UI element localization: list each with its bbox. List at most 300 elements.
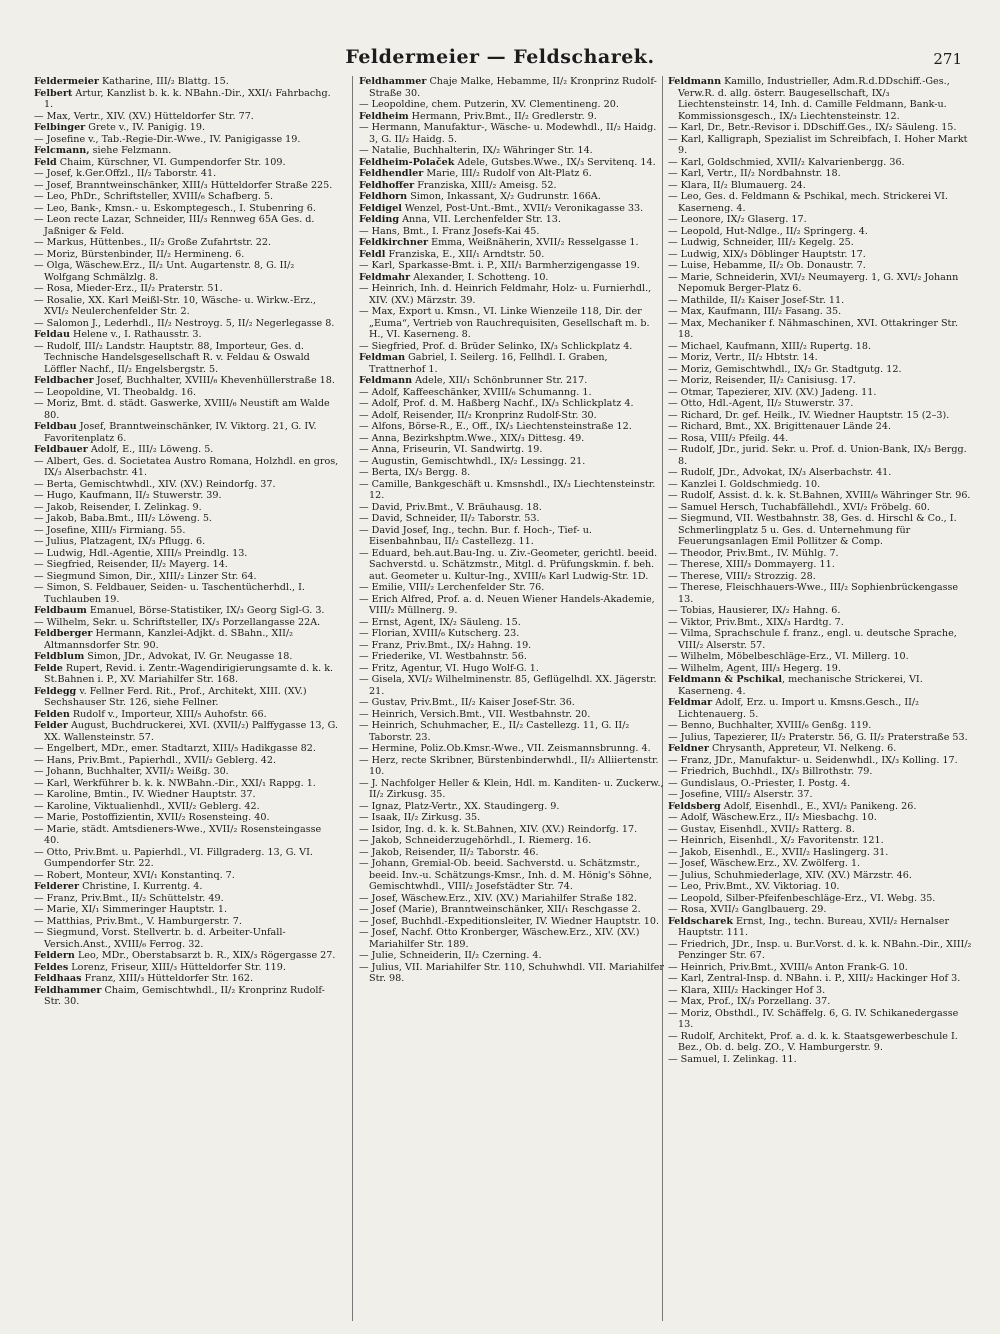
entry-headword: Feldhendler <box>359 168 424 179</box>
entry-text: — Josef (Marie), Branntweinschänker, XII/₁ Reschgasse 2. <box>359 904 641 915</box>
directory-entry <box>34 157 339 169</box>
entry-text: — Samuel Hersch, Tuchabfällehdl., XVI/₂ Fröbelg. 60. <box>668 501 930 513</box>
directory-entry <box>34 341 339 376</box>
entry-text: — Heinrich, Versich.Bmt., VII. Westbahnstr. 20. <box>359 708 591 720</box>
entry-headword: Feldbaum <box>34 605 87 616</box>
directory-entry <box>668 191 973 214</box>
directory-entry <box>668 502 973 514</box>
entry-headword: Feldheim-Polaček <box>359 156 455 168</box>
directory-entry <box>668 214 973 226</box>
entry-text: — Adolf, Reisender, II/₂ Kronprinz Rudolf-Str. 30. <box>359 409 597 421</box>
directory-entry <box>668 847 973 859</box>
directory-entry <box>668 352 973 364</box>
directory-entry <box>668 939 973 962</box>
entry-headword: Feldkirchner <box>359 237 429 248</box>
entry-headword: Feldsberg <box>668 800 721 812</box>
directory-entry <box>34 881 339 893</box>
directory-entry <box>668 617 973 629</box>
directory-entry <box>34 582 339 605</box>
directory-entry <box>668 237 973 249</box>
entry-text: Helene v., I. Rathausstr. 3. <box>69 329 202 340</box>
directory-entry <box>34 755 339 767</box>
entry-headword: Feldegg <box>34 685 77 697</box>
directory-entry <box>34 421 339 444</box>
entry-text: — Mathilde, II/₂ Kaiser Josef-Str. 11. <box>668 294 845 306</box>
entry-text: Katharine, III/₂ Blattg. 15. <box>98 76 229 87</box>
directory-entry <box>668 697 973 720</box>
entry-text: Kamillo, Industrieller, Adm.R.d.DDschiff.-Ges., Verw.R. d. allg. österr. Baugesellschaft, IX/₃ Liechtensteinstr. 14, Inh. d. Camille Feldmann, Bank-u. Kommissionsgesch., IX/₃ Liechtensteinstr. 12. <box>678 76 950 122</box>
directory-entry <box>34 824 339 847</box>
directory-entry <box>359 950 664 962</box>
entry-text: — Julius, VII. Mariahilfer Str. 110, Schuhwhdl. VII. Mariahilfer Str. 98. <box>359 961 664 984</box>
entry-text: — Therese, Fleischhauers-Wwe., III/₂ Sophienbrückengasse 13. <box>668 582 959 605</box>
directory-entry <box>668 398 973 410</box>
directory-entry <box>359 272 664 284</box>
entry-text: — Heinrich, Eisenhdl., X/₂ Favoritenstr. 121. <box>668 835 884 846</box>
entry-text: — Johann, Gremial-Ob. beeid. Sachverstd. u. Schätzmstr., beeid. Inv.-u. Schätzungs-Kmsr., Inh. d. M. Hönig's Söhne, Gemischtwhdl., VIII/₂ Josefstädter Str. 74. <box>359 858 652 892</box>
entry-headword: Feldner <box>668 743 709 754</box>
entry-text: — Rudolf, Assist. d. k. k. St.Bahnen, XVIII/₆ Währinger Str. 96. <box>668 490 971 501</box>
entry-text: — Jakob, Reisender, I. Zelinkag. 9. <box>34 501 202 513</box>
entry-text: Gabriel, I. Seilerg. 16, Fellhdl. I. Graben, Trattnerhof 1. <box>369 352 608 375</box>
directory-entry <box>359 444 664 456</box>
directory-entry <box>359 76 664 99</box>
entry-text: — Hermann, Manufaktur-, Wäsche- u. Modewhdl., II/₂ Haidg. 3, G. II/₂ Haidg. 5. <box>359 122 657 145</box>
directory-entry <box>668 663 973 675</box>
directory-entry <box>668 755 973 767</box>
directory-entry <box>668 743 973 755</box>
directory-entry <box>668 962 973 974</box>
directory-entry <box>668 295 973 307</box>
directory-entry <box>34 168 339 180</box>
directory-entry <box>34 559 339 571</box>
directory-entry <box>668 801 973 813</box>
directory-entry <box>359 778 664 801</box>
entry-text: siehe Felzmann. <box>89 145 172 156</box>
entry-text: — Karoline, Viktualienhdl., XVII/₂ Geblerg. 42. <box>34 800 260 812</box>
entry-text: — Anna, Friseurin, VI. Sandwirtg. 19. <box>359 444 543 455</box>
entry-text: — Karl, Werkführer b. k. k. NWBahn.-Dir., XXI/₁ Rappg. 1. <box>34 777 316 789</box>
entry-text: Franz, XIII/₃ Hütteldorfer Str. 162. <box>81 973 254 984</box>
entry-text: — Josef, Nachf. Otto Kronberger, Wäschew.Erz., XIV. (XV.) Mariahilfer Str. 189. <box>359 927 640 950</box>
entry-text: — Marie, Postoffizientin, XVII/₂ Rosensteing. 40. <box>34 812 270 823</box>
entry-text: Josef, Branntweinschänker, IV. Viktorg. 21, G. IV. Favoritenplatz 6. <box>44 421 317 444</box>
entry-text: — Klara, XIII/₂ Hackinger Hof 3. <box>668 984 826 996</box>
entry-text: — Richard, Dr. gef. Heilk., IV. Wiedner Hauptstr. 15 (2–3). <box>668 409 950 421</box>
directory-entry <box>34 375 339 387</box>
directory-entry <box>34 329 339 341</box>
entry-text: — Karl, Dr., Betr.-Revisor i. DDschiff.Ges., IX/₂ Säuleng. 15. <box>668 122 957 133</box>
entry-headword: Feldhaas <box>34 973 82 984</box>
entry-text: — Rosa, Mieder-Erz., II/₂ Praterstr. 51. <box>34 283 223 294</box>
entry-text: — Fritz, Agentur, VI. Hugo Wolf-G. 1. <box>359 662 539 674</box>
directory-entry <box>359 111 664 123</box>
directory-entry <box>34 318 339 330</box>
entry-text: — Eduard, beh.aut.Bau-Ing. u. Ziv.-Geometer, gerichtl. beeid. Sachverstd. u. Schätzmstr., Mitgl. d. Prüfungskmin. f. beh. aut. Geometer u. Kultur-Ing., XVIII/₆ Karl Ludwig-Str. 1D. <box>359 547 658 582</box>
entry-text: — Alfons, Börse-R., E., Off., IX/₃ Liechtensteinstraße 12. <box>359 421 632 432</box>
entry-text: — Rosa, VIII/₂ Pfeilg. 44. <box>668 432 789 444</box>
entry-text: Ernst, Ing., techn. Bureau, XVII/₂ Hernalser Hauptstr. 111. <box>678 915 950 938</box>
directory-entry <box>359 168 664 180</box>
entry-text: — Isaak, II/₂ Zirkusg. 35. <box>359 812 481 823</box>
directory-entry <box>34 973 339 985</box>
entry-text: — Rudolf, III/₂ Landstr. Hauptstr. 88, Importeur, Ges. d. Technische Handelsgesellschaft R. v. Feldau & Oswald Löffler Nachf., II/₂ Engelsbergstr. 5. <box>34 340 310 375</box>
directory-entry <box>359 812 664 824</box>
directory-entry <box>359 479 664 502</box>
entry-text: Anna, VII. Lerchenfelder Str. 13. <box>399 214 561 225</box>
directory-entry <box>359 904 664 916</box>
directory-entry <box>34 709 339 721</box>
entry-text: — Erich Alfred, Prof. a. d. Neuen Wiener Handels-Akademie, VIII/₂ Müllnerg. 9. <box>359 593 655 616</box>
entry-headword: Felcmann, <box>34 145 90 156</box>
directory-entry <box>34 88 339 111</box>
directory-entry <box>34 663 339 686</box>
entry-text: Christine, I. Kurrentg. 4. <box>79 881 203 892</box>
directory-entry <box>359 916 664 928</box>
directory-entry <box>359 99 664 111</box>
directory-entry <box>34 122 339 134</box>
entry-headword: Feldmann <box>359 375 413 386</box>
directory-entry <box>668 490 973 502</box>
entry-text: — Michael, Kaufmann, XIII/₂ Rupertg. 18. <box>668 340 872 352</box>
entry-text: — Leo, Bank-, Kmsn.- u. Eskomptegesch., I. Stubenring 6. <box>34 202 316 214</box>
directory-entry <box>668 387 973 399</box>
entry-headword: Feldern <box>34 950 75 961</box>
directory-entry <box>359 548 664 583</box>
directory-entry <box>34 191 339 203</box>
directory-entry <box>359 594 664 617</box>
directory-entry <box>359 697 664 709</box>
directory-entry <box>359 341 664 353</box>
directory-entry <box>34 513 339 525</box>
directory-entry <box>34 628 339 651</box>
directory-entry <box>34 847 339 870</box>
entry-text: — Wilhelm, Möbelbeschläge-Erz., VI. Millerg. 10. <box>668 651 909 662</box>
entry-text: — Josef, Buchhdl.-Expeditionsleiter, IV. Wiedner Hauptstr. 10. <box>359 915 659 927</box>
entry-text: — Friederike, VI. Westbahnstr. 56. <box>359 651 527 662</box>
entry-headword: Feldbacher <box>34 375 94 386</box>
entry-text: — Franz, Priv.Bmt., IX/₂ Hahng. 19. <box>359 639 532 651</box>
entry-text: — Max, Mechaniker f. Nähmaschinen, XVI. Ottakringer Str. 18. <box>668 317 958 340</box>
entry-text: — Marie, städt. Amtsdieners-Wwe., XVII/₂ Rosensteingasse 40. <box>34 823 322 846</box>
entry-text: — Theodor, Priv.Bmt., IV. Mühlg. 7. <box>668 547 839 559</box>
entry-text: — Berta, IX/₃ Bergg. 8. <box>359 467 471 478</box>
directory-entry <box>34 145 339 157</box>
directory-entry <box>34 387 339 399</box>
entry-text: Emma, Weißnäherin, XVII/₂ Resselgasse 1. <box>428 237 639 248</box>
directory-entry <box>359 674 664 697</box>
entry-text: Artur, Kanzlist b. k. k. NBahn.-Dir., XXI/₁ Fahrbachg. 1. <box>44 87 331 110</box>
entry-text: — Leo, Priv.Bmt., XV. Viktoriag. 10. <box>668 881 840 892</box>
entry-text: Adolf, Eisenhdl., E., XVI/₂ Panikeng. 26. <box>720 800 917 812</box>
directory-entry <box>668 364 973 376</box>
entry-text: — Wilhelm, Agent, III/₃ Hegerg. 19. <box>668 662 841 674</box>
entry-text: — Rosalie, XX. Karl Meißl-Str. 10, Wäsche- u. Wirkw.-Erz., XVI/₂ Neulerchenfelder Str. 2. <box>34 294 316 317</box>
directory-entry <box>359 180 664 192</box>
directory-entry <box>359 410 664 422</box>
entry-text: — Ludwig, XIX/₃ Döblinger Hauptstr. 17. <box>668 248 866 260</box>
entry-text: — Hugo, Kaufmann, II/₂ Stuwerstr. 39. <box>34 490 222 501</box>
entry-headword: Felding <box>359 214 400 225</box>
entry-text: — Hermine, Poliz.Ob.Kmsr.-Wwe., VII. Zeismannsbrunng. 4. <box>359 743 651 754</box>
entry-text: — Rudolf, Architekt, Prof. a. d. k. k. Staatsgewerbeschule I. Bez., Ob. d. belg. ZO., V. Hamburgerstr. 9. <box>668 1030 958 1053</box>
entry-text: — Florian, XVIII/₆ Kutscherg. 23. <box>359 628 520 639</box>
directory-entry <box>359 847 664 859</box>
directory-entry <box>34 525 339 537</box>
directory-entry <box>668 720 973 732</box>
entry-text: — Julius, Platzagent, IX/₃ Pflugg. 6. <box>34 536 206 547</box>
directory-entry <box>34 203 339 215</box>
entry-text: — Rudolf, JDr., Advokat, IX/₃ Alserbachstr. 41. <box>668 467 892 478</box>
entry-text: — Leo, PhDr., Schriftsteller, XVIII/₆ Schafberg. 5. <box>34 191 274 202</box>
entry-text: — Leopoldine, VI. Theobaldg. 16. <box>34 386 197 398</box>
entry-headword: Feldes <box>34 961 69 973</box>
directory-entry <box>668 157 973 169</box>
directory-entry <box>34 490 339 502</box>
entry-headword: Felden <box>34 708 70 720</box>
directory-entry <box>359 720 664 743</box>
directory-entry <box>359 214 664 226</box>
directory-entry <box>668 375 973 387</box>
directory-entry <box>668 226 973 238</box>
entry-text: — Friedrich, JDr., Insp. u. Bur.Vorst. d. k. k. NBahn.-Dir., XIII/₂ Penzinger Str. 67. <box>668 938 972 961</box>
directory-entry <box>359 283 664 306</box>
entry-text: — Natalie, Buchhalterin, IX/₂ Währinger Str. 14. <box>359 145 593 156</box>
directory-entry <box>34 778 339 790</box>
entry-text: — Markus, Hüttenbes., II/₂ Große Zufahrtstr. 22. <box>34 237 272 248</box>
directory-entry <box>34 904 339 916</box>
directory-entry <box>359 755 664 778</box>
directory-entry <box>668 410 973 422</box>
entry-text: — Otmar, Tapezierer, XIV. (XV.) Jadeng. 11. <box>668 386 877 398</box>
directory-entry <box>668 559 973 571</box>
directory-entry <box>34 985 339 1008</box>
entry-text: — Max, Vertr., XIV. (XV.) Hütteldorfer Str. 77. <box>34 110 254 122</box>
directory-entry <box>34 502 339 514</box>
directory-entry <box>668 318 973 341</box>
directory-entry <box>668 812 973 824</box>
entry-text: — Leon recte Lazar, Schneider, III/₃ Rennweg 65A Ges. d. Jaßniger & Feld. <box>34 214 315 237</box>
directory-entry <box>359 893 664 905</box>
directory-entry <box>359 467 664 479</box>
directory-entry <box>34 686 339 709</box>
entry-headword: Feldmann <box>668 76 722 87</box>
directory-entry <box>359 927 664 950</box>
entry-text: — Vilma, Sprachschule f. franz., engl. u. deutsche Sprache, VIII/₂ Alserstr. 57. <box>668 628 957 651</box>
entry-text: — Leonore, IX/₂ Glaserg. 17. <box>668 214 807 225</box>
directory-entry <box>359 628 664 640</box>
entry-text: — David Josef, Ing., techn. Bur. f. Hoch-, Tief- u. Eisenbahnbau, II/₂ Castellezg. 11. <box>359 524 592 547</box>
column-divider <box>352 76 353 1321</box>
entry-text: — Karl, Kalligraph, Spezialist im Schreibfach, I. Hoher Markt 9. <box>668 133 968 156</box>
entry-text: — Herz, recte Skribner, Bürstenbinderwhdl., II/₂ Alliiertenstr. 10. <box>359 754 659 777</box>
entry-text: Lorenz, Friseur, XIII/₃ Hütteldorfer Str. 119. <box>68 961 286 973</box>
entry-text: — Ludwig, Hdl.-Agentie, XIII/₅ Preindlg. 13. <box>34 547 248 559</box>
directory-entry <box>359 145 664 157</box>
entry-text: Adolf, Erz. u. Import u. Kmsns.Gesch., II/₂ Lichtenauerg. 5. <box>678 697 919 720</box>
entry-text: — Siegmund, VII. Westbahnstr. 38, Ges. d. Hirschl & Co., I. Schmerlingplatz 5 u. Ges. d. Unternehmung für Feuerungsanlagen Emil Pollitzer & Comp. <box>668 513 957 547</box>
entry-headword: Feldhoffer <box>359 179 415 191</box>
entry-headword: Felder <box>34 720 68 731</box>
entry-text: Grete v., IV. Panigig. 19. <box>85 122 206 133</box>
entry-text: — Luise, Hebamme, II/₂ Ob. Donaustr. 7. <box>668 260 866 271</box>
entry-text: — Leopoldine, chem. Putzerin, XV. Clementineng. 20. <box>359 99 619 110</box>
entry-text: v. Fellner Ferd. Rit., Prof., Architekt, XIII. (XV.) Sechshauser Str. 126, siehe Fellner. <box>44 685 307 708</box>
entry-text: — Julius, Tapezierer, II/₂ Praterstr. 56, G. II/₂ Praterstraße 53. <box>668 731 968 743</box>
directory-entry <box>359 824 664 836</box>
entry-text: — Berta, Gemischtwhdl., XIV. (XV.) Reindorfg. 37. <box>34 478 276 490</box>
directory-entry <box>668 824 973 836</box>
directory-entry <box>359 237 664 249</box>
entry-text: — Julius, Schuhmiederlage, XIV. (XV.) Märzstr. 46. <box>668 869 912 881</box>
entry-text: — Friedrich, Buchhdl., IX/₃ Billrothstr. 79. <box>668 766 873 777</box>
directory-entry <box>359 352 664 375</box>
directory-entry <box>34 927 339 950</box>
entry-text: — Jakob, Schneiderzugehörhdl., I. Riemerg. 16. <box>359 835 592 846</box>
directory-entry <box>359 433 664 445</box>
directory-entry <box>359 835 664 847</box>
entry-text: — Marie, XI/₁ Simmeringer Hauptstr. 1. <box>34 904 227 915</box>
entry-text: Hermann, Priv.Bmt., II/₂ Gredlerstr. 9. <box>408 110 597 122</box>
entry-text: — Josef, k.Ger.Offzl., II/₂ Taborstr. 41. <box>34 168 217 179</box>
directory-entry <box>668 180 973 192</box>
directory-entry <box>34 456 339 479</box>
entry-text: — Gundislaus, O.-Priester, I. Postg. 4. <box>668 777 851 789</box>
directory-entry <box>34 214 339 237</box>
entry-text: — Johann, Buchhalter, XVII/₂ Weißg. 30. <box>34 766 229 777</box>
directory-entry <box>34 605 339 617</box>
entry-text: — Samuel, I. Zelinkag. 11. <box>668 1053 797 1065</box>
entry-text: — Josefine v., Tab.-Regie-Dir.-Wwe., IV. Panigigasse 19. <box>34 133 301 145</box>
entry-text: — Isidor, Ing. d. k. k. St.Bahnen, XIV. (XV.) Reindorfg. 17. <box>359 823 638 835</box>
directory-entry <box>34 111 339 123</box>
entry-headword: Feldhammer <box>359 76 427 87</box>
entry-text: Emanuel, Börse-Statistiker, IX/₃ Georg Sigl-G. 3. <box>86 605 325 616</box>
entry-text: — Heinrich, Schuhmacher, E., II/₂ Castellezg. 11, G. II/₂ Taborstr. 23. <box>359 720 630 743</box>
entry-text: — David, Priv.Bmt., V. Bräuhausg. 18. <box>359 501 542 513</box>
entry-text: Leo, MDr., Oberstabsarzt b. R., XIX/₃ Rögergasse 27. <box>74 950 336 961</box>
directory-entry <box>668 306 973 318</box>
entry-text: — Gustav, Priv.Bmt., II/₂ Kaiser Josef-Str. 36. <box>359 697 575 708</box>
directory-entry <box>359 502 664 514</box>
entry-headword: Feldhorn <box>359 191 408 202</box>
directory-entry <box>359 387 664 399</box>
entry-text: — Hans, Priv.Bmt., Papierhdl., XVII/₂ Geblerg. 42. <box>34 754 277 766</box>
directory-entry <box>34 134 339 146</box>
directory-entry <box>359 306 664 341</box>
directory-entry <box>668 1031 973 1054</box>
entry-text: — Heinrich, Inh. d. Heinrich Feldmahr, Holz- u. Furnierhdl., XIV. (XV.) Märzstr. 39. <box>359 283 652 306</box>
directory-entry <box>668 985 973 997</box>
entry-text: — Leopold, Silber-Pfeifenbeschläge-Erz., VI. Webg. 35. <box>668 892 936 904</box>
entry-text: — Anna, Bezirkshptm.Wwe., XIX/₃ Dittesg. 49. <box>359 432 585 444</box>
entry-headword: Feldblum <box>34 651 85 662</box>
directory-entry <box>34 283 339 295</box>
directory-entry <box>668 651 973 663</box>
entry-text: — J. Nachfolger Heller & Klein, Hdl. m. Kanditen- u. Zuckerw., II/₂ Zirkusg. 35. <box>359 777 664 800</box>
entry-text: — Moriz, Bürstenbinder, II/₂ Hermineng. 6. <box>34 248 245 260</box>
directory-entry <box>34 870 339 882</box>
entry-headword: Felbinger <box>34 122 86 133</box>
directory-entry <box>34 76 339 88</box>
directory-entry <box>34 295 339 318</box>
entry-text: — Hans, Bmt., I. Franz Josefs-Kai 45. <box>359 225 540 237</box>
entry-text: — Klara, II/₂ Blumauerg. 24. <box>668 179 806 191</box>
entry-text: — Karl, Sparkasse-Bmt. i. P., XII/₁ Barmherzigengasse 19. <box>359 260 640 271</box>
directory-entry <box>34 720 339 743</box>
directory-entry <box>34 766 339 778</box>
entry-text: — Karl, Vertr., II/₂ Nordbahnstr. 18. <box>668 168 841 179</box>
directory-entry <box>34 398 339 421</box>
entry-text: — Josef, Wäschew.Erz., XV. Zwölferg. 1. <box>668 858 861 869</box>
directory-entry <box>668 513 973 548</box>
entry-text: — Josef, Branntweinschänker, XIII/₃ Hütteldorfer Straße 225. <box>34 179 333 191</box>
directory-entry <box>668 421 973 433</box>
entry-text: — Rosa, XVII/₂ Ganglbauerg. 29. <box>668 904 827 915</box>
directory-entry <box>668 168 973 180</box>
entry-headword: Feldl <box>359 248 386 260</box>
directory-entry <box>668 249 973 261</box>
entry-text: — Max, Prof., IX/₃ Porzellang. 37. <box>668 996 831 1007</box>
directory-entry <box>668 76 973 122</box>
entry-text: — Emilie, VIII/₂ Lerchenfelder Str. 76. <box>359 582 545 593</box>
entry-headword: Feldscharek <box>668 915 733 927</box>
entry-text: — Julie, Schneiderin, II/₂ Czerning. 4. <box>359 950 542 961</box>
entry-text: — Franz, JDr., Manufaktur- u. Seidenwhdl., IX/₃ Kolling. 17. <box>668 754 958 766</box>
directory-entry <box>668 122 973 134</box>
entry-headword: Feldmann & Pschikal <box>668 674 782 685</box>
entry-text: Chrysanth, Appreteur, VI. Nelkeng. 6. <box>708 743 897 754</box>
directory-entry <box>359 375 664 387</box>
entry-text: — Adolf, Prof. d. M. Haßberg Nachf., IX/₃ Schlickplatz 4. <box>359 398 634 409</box>
directory-entry <box>34 260 339 283</box>
entry-text: — Tobias, Hausierer, IX/₂ Hahng. 6. <box>668 605 841 616</box>
directory-entry <box>359 203 664 215</box>
entry-text: , mechanische Strickerei, VI. Kaserneng. 4. <box>678 674 923 697</box>
entry-text: Josef, Buchhalter, XVIII/₆ Khevenhüllerstraße 18. <box>93 375 335 386</box>
directory-entry <box>34 180 339 192</box>
entry-text: Hermann, Kanzlei-Adjkt. d. SBahn., XII/₂ Altmannsdorfer Str. 90. <box>44 628 294 651</box>
directory-entry <box>668 479 973 491</box>
directory-entry <box>359 513 664 525</box>
directory-entry <box>34 444 339 456</box>
directory-entry <box>34 548 339 560</box>
entry-text: — Benno, Buchhalter, XVIII/₆ Genßg. 119. <box>668 720 872 731</box>
directory-entry <box>668 858 973 870</box>
directory-entry <box>668 548 973 560</box>
directory-entry <box>668 881 973 893</box>
directory-entry <box>359 122 664 145</box>
directory-entry <box>668 835 973 847</box>
directory-entry <box>34 801 339 813</box>
directory-entry <box>668 789 973 801</box>
entry-text: — Kanzlei I. Goldschmiedg. 10. <box>668 478 821 490</box>
directory-column-right <box>668 76 973 1321</box>
directory-entry <box>359 191 664 203</box>
directory-entry <box>359 801 664 813</box>
entry-text: Simon, JDr., Advokat, IV. Gr. Neugasse 18. <box>84 651 293 662</box>
entry-text: — Moriz, Vertr., II/₂ Hbtstr. 14. <box>668 352 818 363</box>
entry-text: — Siegmund, Vorst. Stellvertr. b. d. Arbeiter-Unfall-Versich.Anst., XVIII/₆ Ferrog. 32. <box>34 927 286 950</box>
page-title: Feldermeier — Feldscharek. <box>345 46 655 68</box>
entry-text: — Richard, Bmt., XX. Brigittenauer Lände 24. <box>668 421 892 432</box>
entry-text: Marie, III/₂ Rudolf von Alt-Platz 6. <box>423 168 592 179</box>
entry-text: — Gustav, Eisenhdl., XVII/₂ Ratterg. 8. <box>668 823 855 835</box>
directory-entry <box>668 766 973 778</box>
entry-headword: Feldhammer <box>34 984 102 996</box>
directory-entry <box>34 249 339 261</box>
directory-entry <box>668 893 973 905</box>
